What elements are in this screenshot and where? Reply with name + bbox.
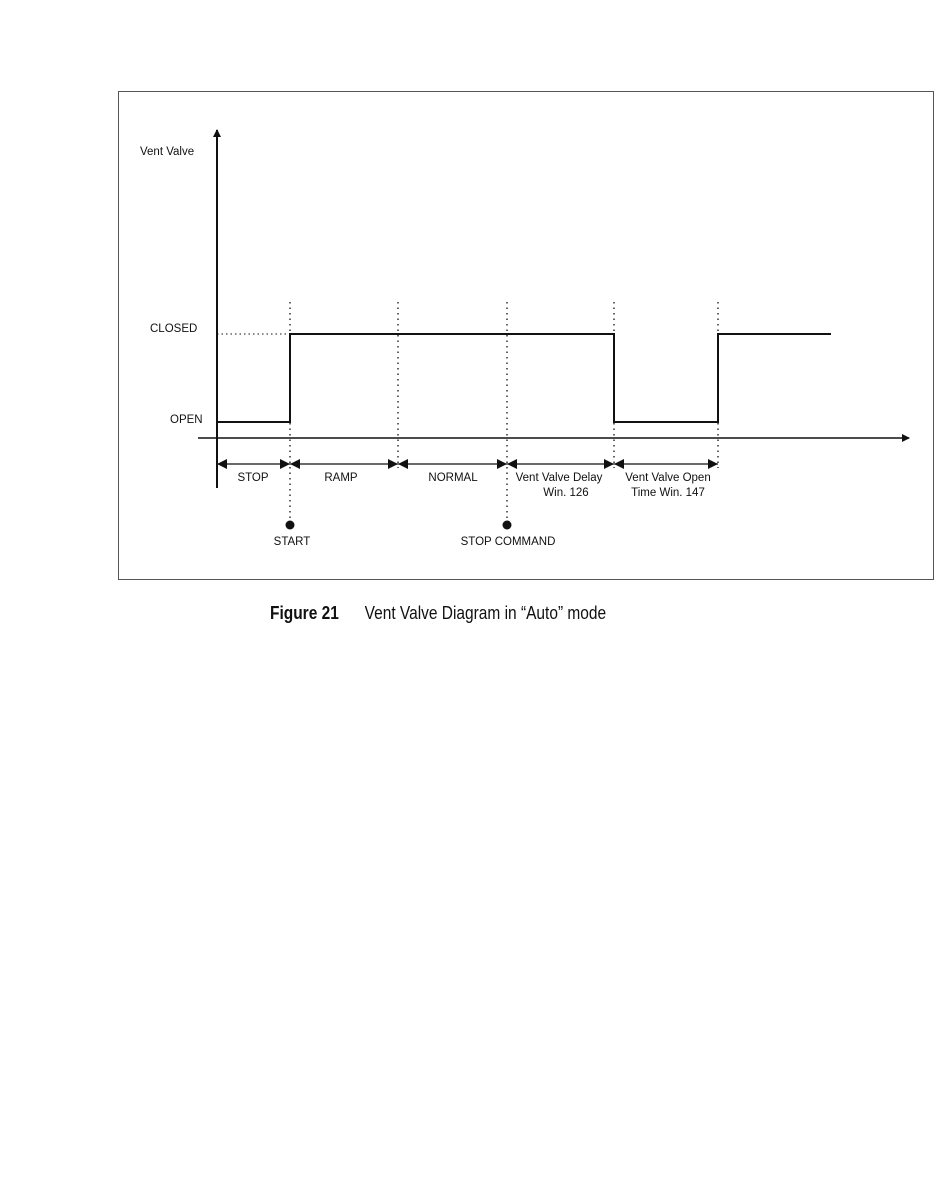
- phase-label-vent-delay-line1: Vent Valve Delay: [515, 472, 603, 484]
- valve-state-waveform: [217, 334, 831, 422]
- event-label-start: START: [273, 536, 311, 548]
- phase-vent-open-arrowhead-left: [614, 459, 624, 469]
- phase-ramp-arrowhead-left: [290, 459, 300, 469]
- phase-normal-arrowhead-left: [398, 459, 408, 469]
- phase-normal: [398, 459, 507, 484]
- phase-label-vent-open-line1: Vent Valve Open: [625, 472, 711, 484]
- level-label-closed: CLOSED: [150, 323, 198, 335]
- event-marker-stop-command: [503, 521, 512, 530]
- phase-label-vent-delay-line2: Win. 126: [543, 487, 589, 499]
- phase-vent-delay: [507, 459, 614, 499]
- phase-stop-arrowhead-right: [280, 459, 290, 469]
- phase-vent-delay-arrowhead-right: [604, 459, 614, 469]
- phase-vent-open: [614, 459, 718, 499]
- figure-title: Vent Valve Diagram in “Auto” mode: [364, 603, 607, 623]
- figure-number: Figure 21: [270, 603, 339, 623]
- y-axis-label: Vent Valve: [140, 146, 195, 158]
- phase-label-normal: NORMAL: [428, 472, 478, 484]
- phase-label-stop: STOP: [237, 472, 269, 484]
- phase-normal-arrowhead-right: [497, 459, 507, 469]
- phase-stop: [217, 459, 290, 484]
- phase-label-ramp: RAMP: [324, 472, 358, 484]
- phase-label-vent-open-line2: Time Win. 147: [631, 487, 705, 499]
- phase-ramp-arrowhead-right: [388, 459, 398, 469]
- phase-vent-delay-arrowhead-left: [507, 459, 517, 469]
- phase-vent-open-arrowhead-right: [708, 459, 718, 469]
- phase-stop-arrowhead-left: [217, 459, 227, 469]
- event-marker-start: [286, 521, 295, 530]
- level-label-open: OPEN: [170, 414, 203, 426]
- event-label-stop-command: STOP COMMAND: [460, 536, 556, 548]
- figure-caption: [270, 603, 606, 624]
- phase-ramp: [290, 459, 398, 484]
